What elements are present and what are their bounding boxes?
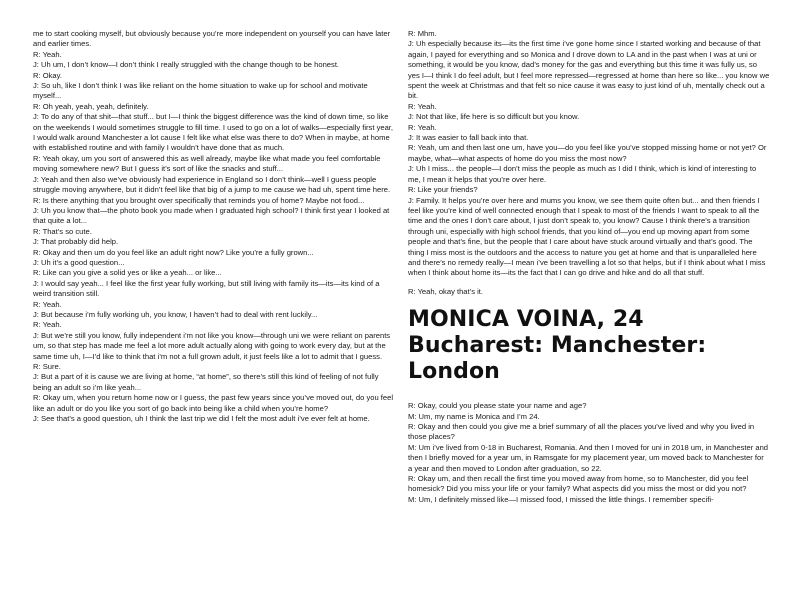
- paragraph: J: Not that like, life here is so difficult but you know.: [408, 112, 580, 122]
- paragraph: J: Yeah and then also we’ve obviously had experience in England so I don’t think—well I guess people struggle moving anywhere, but it didn’t feel like that big of a jump to me cause we had uh, spent time here.: [33, 174, 391, 195]
- paragraph: J: To do any of that shit—that stuff... but I—I think the biggest difference was the kind of down time, so like on the weekends I would sometimes struggle to fill time. I used to go on a lot of walks—especially first year, I would walk around Manchester a lot cause I felt like what else was there to do? When in maybe, at home with established routine and with family I wouldn’t have done that as much.: [33, 112, 394, 153]
- paragraph: R: Like your friends?: [408, 185, 478, 195]
- paragraph: R: Yeah okay, um you sort of answered this as well already, maybe like what made you feel comfortable moving somewhere new? But I guess it’s sort of like the snacks and stuff...: [33, 153, 381, 174]
- paragraph: J: Uh especially because its—its the first time i’ve gone home since I started working and because of that again, I payed for everything and so Monica and I drove down to LA and in the past when I was at uni or something, it would be you know, dad’s money for the gas and everything but this time it was fully us, so yes I—I think I do feel adult, but I feel more repressed—regressed at home than here so like... you know we spent the week at Christmas and that felt so nice cause it was easy to just kind of uh, mentally check out a bit.: [408, 39, 770, 101]
- paragraph: R: That’s so cute.: [33, 226, 92, 236]
- interviewee-name-heading: MONICA VOINA, 24: [408, 307, 644, 333]
- paragraph: J: So uh, like I don’t think I was like reliant on the home situation to wake up for school and motivate myself...: [33, 81, 368, 101]
- paragraph: R: Is there anything that you brought over specifically that reminds you of home? Maybe not food...: [33, 195, 365, 205]
- paragraph: J: That probably did help.: [33, 237, 119, 247]
- paragraph: R: Mhm.: [408, 29, 437, 38]
- paragraph: J: It was easier to fall back into that.: [408, 133, 529, 143]
- paragraph: R: Yeah.: [33, 49, 62, 59]
- paragraph: J: Uh you know that—the photo book you made when I graduated high school? I think first year I looked at that quite a lot...: [33, 205, 390, 226]
- paragraph: J: Family. It helps you’re over here and mums you know, we see them quite often but... and then friends I feel like you’re kind of well connected enough that I speak to most of the friends I want to speak to all the time and the ones I don’t care about, I just don’t speak to, you know? Cause I think there’s a transition through uni, especially with high school friends, that you kind of—you end up moving apart from some people and that’s fine, but the people that I care about have stuck around virtually and that’s good. The thing I miss most is the outdoors and the access to nature you get at home and that is unparalleled here and there’s no remedy really—I mean i’ve been travelling a lot so that helps, but if I think about what I miss when I think about home its—its the fact that I can go drive and hike and do all that stuff.: [408, 195, 766, 278]
- paragraph: me to start cooking myself, but obviously because you’re more independent on yourself you can have later and earlier times.: [33, 29, 391, 49]
- left-column: [33, 29, 395, 424]
- paragraph: J: Uh I miss... the people—I don’t miss the people as much as I did I think, which is kind of interesting to me, I mean it helps that you’re over here.: [408, 164, 757, 184]
- paragraph: R: Okay, could you please state your name and age?: [408, 401, 587, 411]
- paragraph: R: Okay and then could you give me a brief summary of all the places you’ve lived and why you lived in those places?: [408, 421, 755, 442]
- paragraph: J: But because i’m fully working uh, you know, I haven’t had to deal with rent luckily...: [33, 309, 318, 319]
- paragraph: M: Um i’ve lived from 0-18 in Bucharest, Romania. And then I moved for uni in 2018 um, in Manchester and then I briefly moved for a year um, in Ramsgate for my placement year, um moved back to Manchester for a year and then moved to London after graduation, so 22.: [408, 442, 769, 473]
- paragraph: M: Um, I definitely missed like—I missed food, I missed the little things. I remember specifi-: [408, 494, 714, 504]
- interview-section: [408, 401, 770, 505]
- paragraph: R: Okay and then um do you feel like an adult right now? Like you’re a fully grown...: [33, 247, 314, 257]
- closing-line: R: Yeah, okay that’s it.: [408, 286, 484, 296]
- paragraph: R: Yeah.: [33, 320, 62, 330]
- paragraph: J: I would say yeah... I feel like the first year fully working, but still living with family its—its—its kind of a weird transition still.: [33, 278, 380, 299]
- places-heading: Bucharest: Manchester: London: [408, 333, 707, 385]
- paragraph: J: But we’re still you know, fully independent i’m not like you know—through uni we were reliant on parents um, so that step has made me feel a lot more adult actually along with going to work every day, but at the same time uh, I—I’d like to think that i’m not a full grown adult, it just feels like a lot to admit that I guess.: [33, 330, 391, 361]
- paragraph: R: Yeah, um and then last one um, have you—do you feel like you’ve stopped missing home or not yet? Or maybe, what—what aspects of home do you miss the most now?: [408, 143, 767, 163]
- paragraph: J: But a part of it is cause we are living at home, “at home”, so there’s still this kind of feeling of not fully being an adult so i’m like yeah...: [33, 372, 379, 392]
- paragraph: M: Um, my name is Monica and I’m 24.: [408, 411, 540, 421]
- paragraph: R: Okay um, and then recall the first time you moved away from home, so to Manchester, did you feel homesick? Did you miss your life or your family? What aspects did you miss the most or did you not?: [408, 474, 749, 494]
- paragraph: J: Uh um, I don’t know—I don’t think I really struggled with the change though to be honest.: [33, 60, 340, 70]
- paragraph: R: Yeah.: [33, 299, 62, 309]
- paragraph: R: Okay um, when you return home now or I guess, the past few years since you’ve moved out, do you feel like an adult or do you like you sort of go back into being like a child when you’re home?: [33, 393, 394, 413]
- paragraph: R: Yeah.: [408, 122, 437, 132]
- right-column: [408, 29, 770, 505]
- paragraph: R: Okay.: [33, 70, 62, 80]
- paragraph: R: Oh yeah, yeah, yeah, definitely.: [33, 101, 149, 111]
- paragraph: R: Yeah.: [408, 101, 437, 111]
- paragraph: J: Uh it’s a good question...: [33, 257, 125, 267]
- paragraph: R: Like can you give a solid yes or like a yeah... or like...: [33, 268, 222, 278]
- paragraph: J: See that’s a good question, uh I think the last trip we did I felt the most adult i’ve ever felt at home.: [33, 414, 370, 424]
- paragraph: R: Sure.: [33, 362, 61, 371]
